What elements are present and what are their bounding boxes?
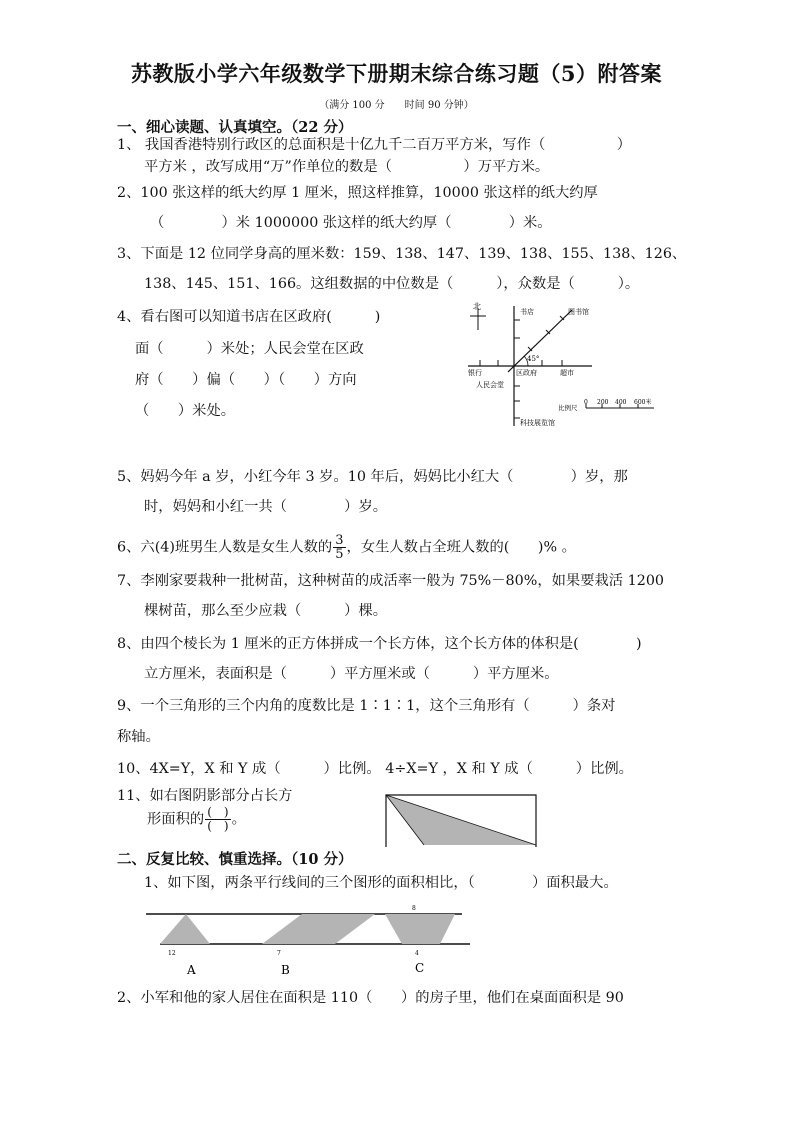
- question-6-prefix: 6、六(4)班男生人数是女生人数的: [117, 539, 333, 556]
- shape-label-b: B: [281, 963, 290, 977]
- dim-label-c: 4: [415, 950, 419, 957]
- question-3-line-1: 3、下面是 12 位同学身高的厘米数：159、138、147、139、138、155、138、126、: [117, 246, 687, 262]
- shape-a-triangle: [160, 914, 210, 944]
- question-11-fraction: [205, 806, 230, 833]
- question-6: [117, 534, 576, 561]
- question-6-fraction: [333, 534, 345, 561]
- supermarket-label: 超市: [560, 369, 574, 377]
- question-4-line-1: 4、看右图可以知道书店在区政府( ): [117, 309, 381, 325]
- parallel-shapes-figure: [140, 902, 480, 980]
- question-7-line-2: 棵树苗，那么至少应栽（ ）棵。: [144, 603, 388, 619]
- library-label: 图书馆: [568, 308, 589, 316]
- shape-c-trapezoid: [385, 914, 455, 944]
- north-label: 北: [473, 302, 481, 311]
- question-9-line-1: 9、一个三角形的三个内角的度数比是 1∶1∶1，这个三角形有（ ）条对: [117, 698, 616, 714]
- bank-label: 银行: [468, 369, 482, 377]
- museum-label: 科技展览馆: [520, 419, 555, 427]
- section-2-question-2: 2、小军和他的家人居住在面积是 110（ ）的房子里，他们在桌面面积是 90: [117, 990, 624, 1006]
- question-8-line-2: 立方厘米，表面积是（ ）平方厘米或（ ）平方厘米。: [144, 666, 559, 682]
- question-6-suffix: ，女生人数占全班人数的( )% 。: [346, 539, 576, 556]
- shape-label-a: A: [187, 963, 196, 977]
- question-2-line-2: （ ）米 1000000 张这样的纸大约厚（ ）米。: [150, 215, 552, 231]
- page-title: 苏教版小学六年级数学下册期末综合练习题（5）附答案: [130, 61, 663, 86]
- question-7-line-1: 7、李刚家要栽种一批树苗，这种树苗的成活率一般为 75%－80%，如果要栽活 1200: [117, 573, 665, 589]
- question-4-line-2: 面（ ）米处；人民会堂在区政: [135, 341, 364, 357]
- page-subtitle: （满分 100 分 时间 90 分钟）: [319, 100, 474, 111]
- question-2-line-1: 2、100 张这样的纸大约厚 1 厘米，照这样推算，10000 张这样的纸大约厚: [117, 185, 598, 201]
- section-heading-1: 一、细心读题、认真填空。（22 分）: [117, 119, 353, 136]
- dim-label-a: 12: [168, 950, 176, 957]
- question-5-line-2: 时，妈妈和小红一共（ ）岁。: [144, 499, 388, 515]
- question-8-line-1: 8、由四个棱长为 1 厘米的正方体拼成一个长方体，这个长方体的体积是( ): [117, 636, 642, 652]
- scale-tick-3: 600米: [634, 399, 652, 406]
- shape-label-c: C: [415, 961, 425, 975]
- question-10: 10、4X=Y，X 和 Y 成（ ）比例。 4÷X=Y ，X 和 Y 成（ ）比例。: [117, 761, 633, 777]
- direction-map-figure: [462, 298, 682, 433]
- dim-label-c-top: 8: [412, 905, 416, 912]
- scale-tick-2: 400: [615, 399, 627, 406]
- rectangle-shaded-figure: [384, 793, 538, 847]
- question-1-line-1: 1、 我国香港特别行政区的总面积是十亿九千二百万平方米，写作（ ）: [117, 137, 632, 153]
- fraction-numerator: 3: [335, 533, 344, 548]
- fraction-denominator: ( ): [207, 819, 229, 833]
- fraction-numerator: ( ): [207, 805, 229, 819]
- fraction-denominator: 5: [335, 547, 344, 562]
- question-3-line-2: 138、145、151、166。这组数据的中位数是（ ），众数是（ ）。: [144, 276, 640, 292]
- question-11-text: 形面积的: [147, 811, 205, 828]
- scale-tick-1: 200: [597, 399, 609, 406]
- question-9-line-2: 称轴。: [117, 729, 160, 745]
- section-heading-2: 二、反复比较、慎重选择。（10 分）: [117, 851, 353, 868]
- scale-label: 比例尺: [558, 404, 578, 412]
- angle-label: 45°: [527, 355, 540, 363]
- section-2-question-1: 1、如下图，两条平行线间的三个图形的面积相比，（ ）面积最大。: [144, 875, 618, 891]
- question-11-end: 。: [231, 811, 246, 828]
- scale-tick-0: 0: [584, 399, 588, 406]
- question-11-line-2: [147, 806, 246, 833]
- question-4-line-4: （ ）米处。: [135, 403, 236, 419]
- question-5-line-1: 5、妈妈今年 a 岁，小红今年 3 岁。10 年后，妈妈比小红大（ ）岁，那: [117, 469, 628, 485]
- question-1-line-2: 平方米 ，改写成用“万”作单位的数是（ ）万平方米。: [144, 159, 550, 175]
- shape-b-parallelogram: [262, 914, 375, 944]
- dim-label-b: 7: [277, 950, 281, 957]
- question-11-line-1: 11、如右图阴影部分占长方: [117, 788, 293, 804]
- question-4-line-3: 府（ ）偏（ ）（ ）方向: [135, 372, 357, 388]
- bookstore-label: 书店: [520, 308, 534, 316]
- government-label: 区政府: [516, 369, 537, 377]
- hall-label: 人民会堂: [476, 381, 504, 389]
